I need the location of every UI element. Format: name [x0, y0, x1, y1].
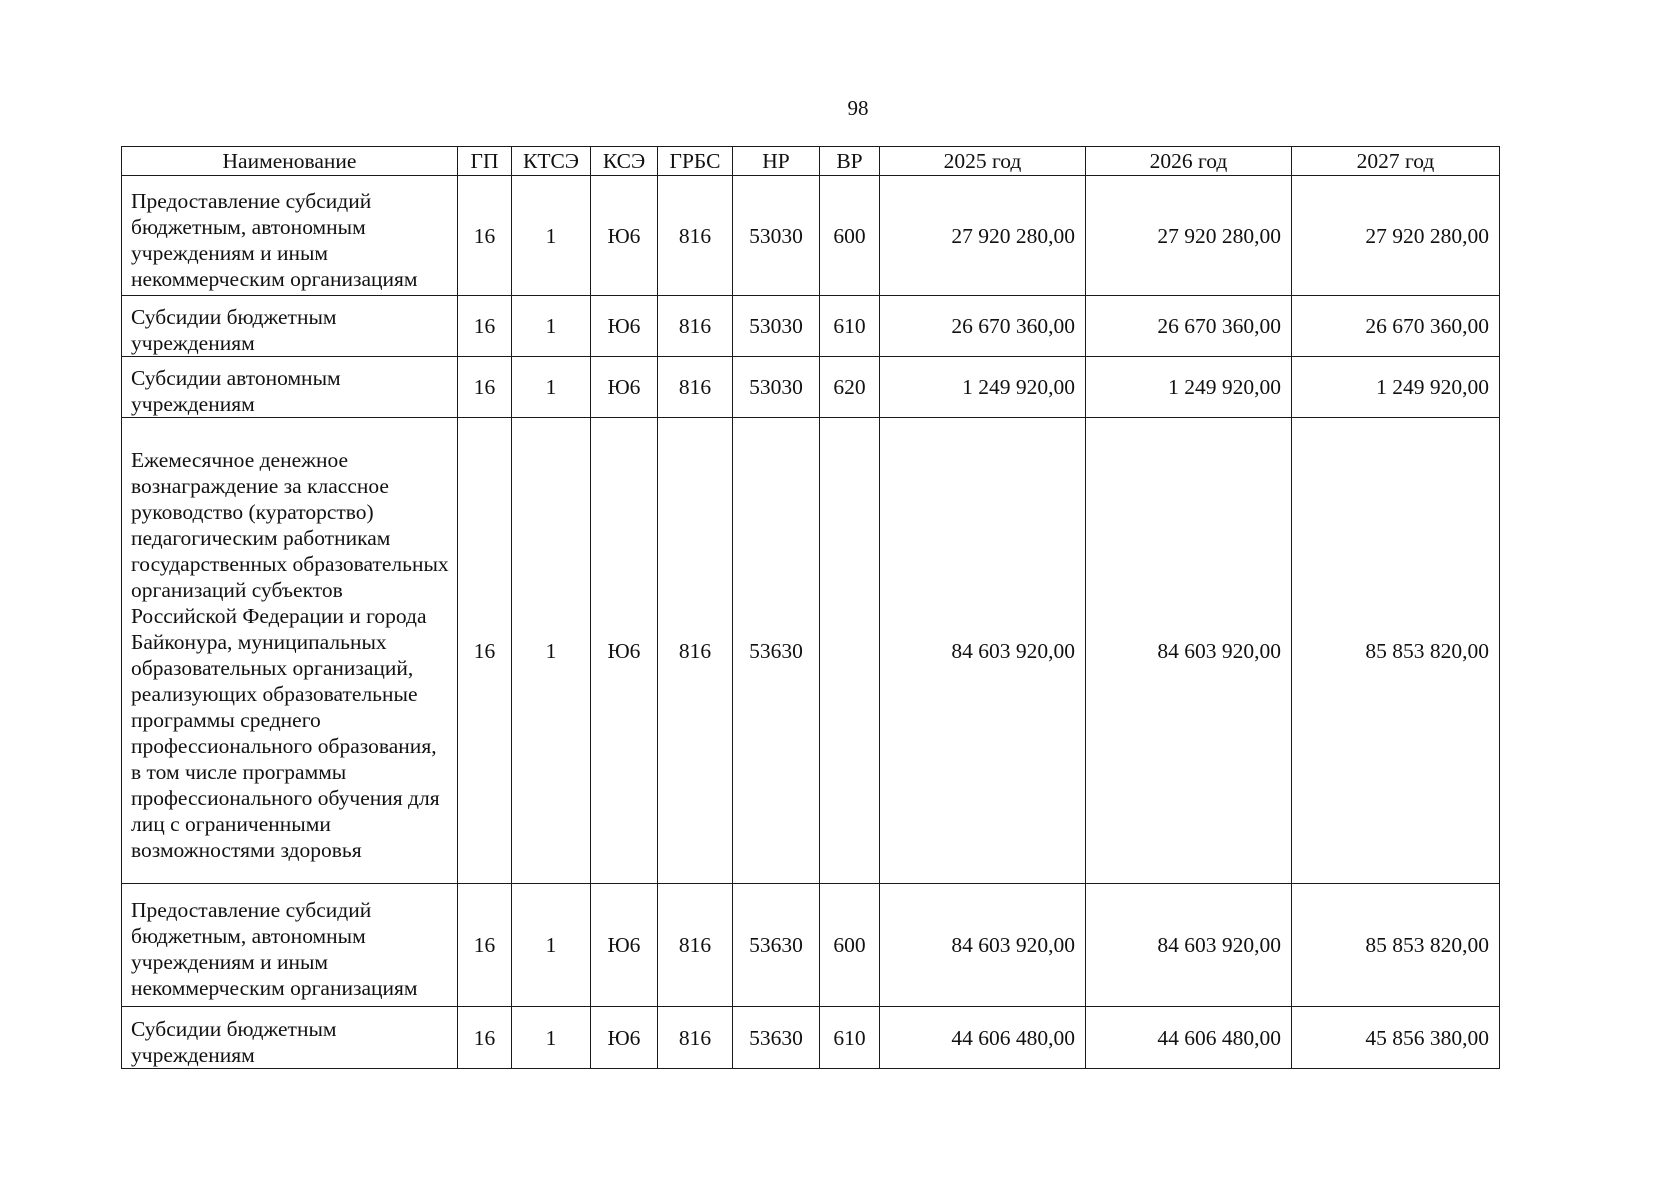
- row-ktse: 1: [512, 884, 591, 1007]
- row-name: Субсидии бюджетным учреждениям: [122, 296, 458, 357]
- row-nr: 53030: [733, 296, 820, 357]
- header-row: [122, 147, 1500, 176]
- row-amount-2026: 26 670 360,00: [1086, 296, 1292, 357]
- table-row: [122, 884, 1500, 1007]
- table-row: [122, 418, 1500, 884]
- row-kse: Ю6: [591, 884, 658, 1007]
- row-amount-2026: 1 249 920,00: [1086, 357, 1292, 418]
- row-name: Ежемесячное денежное вознаграждение за классное руководство (кураторство) педагогическим работникам государственных образовательных организаций субъектов Российской Федерации и города Байконура, муниципальных образовательных организаций, реализующих образовательные программы среднего профессионального образования, в том числе программы профессионального обучения для лиц с ограниченными возможностями здоровья: [122, 418, 458, 884]
- row-vr: 600: [820, 176, 880, 296]
- row-amount-2025: 1 249 920,00: [880, 357, 1086, 418]
- row-amount-2027: 85 853 820,00: [1292, 418, 1500, 884]
- row-ktse: 1: [512, 176, 591, 296]
- row-nr: 53030: [733, 176, 820, 296]
- row-name: Предоставление субсидий бюджетным, автономным учреждениям и иным некоммерческим организациям: [122, 176, 458, 296]
- row-kse: Ю6: [591, 296, 658, 357]
- row-kse: Ю6: [591, 1007, 658, 1069]
- header-vr: ВР: [820, 147, 880, 176]
- row-gp: 16: [458, 418, 512, 884]
- header-2026: 2026 год: [1086, 147, 1292, 176]
- row-gp: 16: [458, 176, 512, 296]
- row-amount-2027: 1 249 920,00: [1292, 357, 1500, 418]
- row-grbs: 816: [658, 357, 733, 418]
- header-kse: КСЭ: [591, 147, 658, 176]
- row-amount-2025: 44 606 480,00: [880, 1007, 1086, 1069]
- table-row: [122, 296, 1500, 357]
- row-gp: 16: [458, 884, 512, 1007]
- row-nr: 53030: [733, 357, 820, 418]
- header-name: Наименование: [122, 147, 458, 176]
- budget-table: [121, 146, 1500, 1069]
- row-vr: 600: [820, 884, 880, 1007]
- row-amount-2027: 27 920 280,00: [1292, 176, 1500, 296]
- table-row: [122, 176, 1500, 296]
- header-ktse: КТСЭ: [512, 147, 591, 176]
- row-grbs: 816: [658, 176, 733, 296]
- row-amount-2027: 85 853 820,00: [1292, 884, 1500, 1007]
- row-nr: 53630: [733, 884, 820, 1007]
- row-gp: 16: [458, 296, 512, 357]
- row-amount-2025: 84 603 920,00: [880, 418, 1086, 884]
- row-grbs: 816: [658, 1007, 733, 1069]
- header-nr: НР: [733, 147, 820, 176]
- row-amount-2025: 26 670 360,00: [880, 296, 1086, 357]
- row-name: Субсидии автономным учреждениям: [122, 357, 458, 418]
- row-amount-2026: 44 606 480,00: [1086, 1007, 1292, 1069]
- row-kse: Ю6: [591, 357, 658, 418]
- row-gp: 16: [458, 1007, 512, 1069]
- row-amount-2025: 27 920 280,00: [880, 176, 1086, 296]
- row-vr: [820, 418, 880, 884]
- header-2027: 2027 год: [1292, 147, 1500, 176]
- row-gp: 16: [458, 357, 512, 418]
- row-ktse: 1: [512, 418, 591, 884]
- page-number: 98: [847, 96, 869, 120]
- row-grbs: 816: [658, 884, 733, 1007]
- row-grbs: 816: [658, 296, 733, 357]
- row-ktse: 1: [512, 1007, 591, 1069]
- row-nr: 53630: [733, 1007, 820, 1069]
- row-vr: 620: [820, 357, 880, 418]
- row-amount-2026: 84 603 920,00: [1086, 884, 1292, 1007]
- row-amount-2026: 84 603 920,00: [1086, 418, 1292, 884]
- row-kse: Ю6: [591, 176, 658, 296]
- table-row: [122, 1007, 1500, 1069]
- row-amount-2025: 84 603 920,00: [880, 884, 1086, 1007]
- row-kse: Ю6: [591, 418, 658, 884]
- header-grbs: ГРБС: [658, 147, 733, 176]
- row-amount-2027: 26 670 360,00: [1292, 296, 1500, 357]
- row-amount-2026: 27 920 280,00: [1086, 176, 1292, 296]
- row-ktse: 1: [512, 357, 591, 418]
- row-vr: 610: [820, 296, 880, 357]
- header-gp: ГП: [458, 147, 512, 176]
- row-name: Субсидии бюджетным учреждениям: [122, 1007, 458, 1069]
- header-2025: 2025 год: [880, 147, 1086, 176]
- row-ktse: 1: [512, 296, 591, 357]
- row-grbs: 816: [658, 418, 733, 884]
- row-nr: 53630: [733, 418, 820, 884]
- row-name: Предоставление субсидий бюджетным, автономным учреждениям и иным некоммерческим организациям: [122, 884, 458, 1007]
- row-amount-2027: 45 856 380,00: [1292, 1007, 1500, 1069]
- table-row: [122, 357, 1500, 418]
- row-vr: 610: [820, 1007, 880, 1069]
